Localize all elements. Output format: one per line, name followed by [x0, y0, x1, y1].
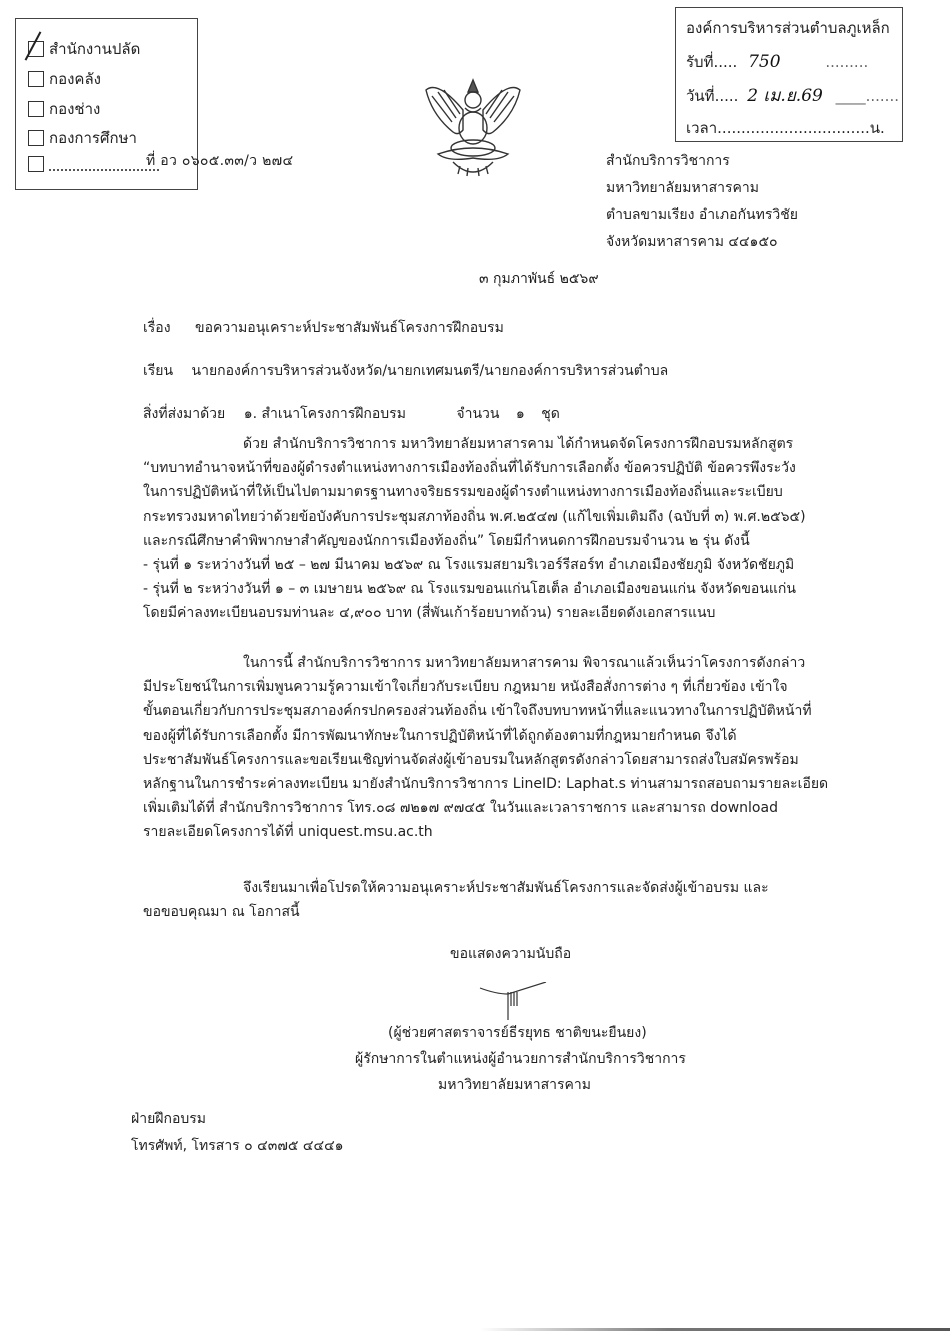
routing-item-label: กองการศึกษา	[49, 129, 137, 147]
checkbox-icon	[28, 130, 44, 146]
subject-text: ขอความอนุเคราะห์ประชาสัมพันธ์โครงการฝึกอบรม	[195, 320, 504, 336]
routing-item-label: สำนักงานปลัด	[49, 40, 141, 58]
recipient-row	[143, 360, 668, 382]
para-line: หลักฐานในการชำระค่าลงทะเบียน มายังสำนักบริการวิชาการ LineID: Laphat.s ท่านสามารถสอบถามรายละเอียด	[143, 776, 829, 793]
signatory-organization: มหาวิทยาลัยมหาสารคาม	[438, 1077, 591, 1093]
receipt-date-handwritten: 2 เม.ย.69	[747, 86, 823, 106]
footer-department: ฝ่ายฝึกอบรม	[131, 1111, 206, 1127]
routing-item-office	[28, 37, 140, 61]
para-line: ประชาสัมพันธ์โครงการและขอเรียนเชิญท่านจัดส่งผู้เข้าอบรมในหลักสูตรดังกล่าวโดยสามารถส่งใบสมัครพร้อม	[143, 751, 799, 768]
para-line: จึงเรียนมาเพื่อโปรดให้ความอนุเคราะห์ประชาสัมพันธ์โครงการและจัดส่งผู้เข้าอบรม และ	[243, 880, 769, 896]
enclosure-row	[143, 403, 560, 425]
enclosure-qty-label: จำนวน	[456, 406, 500, 422]
receipt-date-row: วันที่..... 2 เม.ย.69 ____.......	[686, 86, 899, 106]
signatory-name: (ผู้ช่วยศาสตราจารย์ธีรยุทธ ชาติขนะยืนยง)	[388, 1025, 647, 1041]
para-line: กระทรวงมหาดไทยว่าด้วยข้อบังคับการประชุมสภาท้องถิ่น พ.ศ.๒๕๔๗ (แก้ไขเพิ่มเติมถึง (ฉบับที่ ๓) พ.ศ.๒๕๖๕)	[143, 508, 806, 525]
receipt-organization: องค์การบริหารส่วนตำบลภูเหล็ก	[686, 19, 890, 37]
para-line: ขั้นตอนเกี่ยวกับการประชุมสภาองค์กรปกครองส่วนท้องถิ่น เข้าใจถึงบทบาทหน้าที่และแนวทางในการปฏิบัติหน้าที่	[143, 703, 812, 720]
para-line: โดยมีค่าลงทะเบียนอบรมท่านละ ๔,๙๐๐ บาท (สี่พันเก้าร้อยบาทถ้วน) รายละเอียดดังเอกสารแนบ	[143, 605, 716, 622]
receipt-number-handwritten: 750	[748, 52, 781, 72]
receipt-date-label: วันที่.....	[686, 87, 739, 105]
scan-edge-shadow	[480, 1328, 950, 1331]
para-line: ของผู้ที่ได้รับการเลือกตั้ง มีการพัฒนาทักษะในการปฏิบัติหน้าที่ได้ถูกต้องตามที่กฎหมายกำหนด จึงได้	[143, 727, 737, 744]
enclosure-qty: ๑	[515, 406, 525, 422]
subject-label: เรื่อง	[143, 320, 171, 336]
blank-dotted-line	[49, 157, 159, 171]
para-line: - รุ่นที่ ๒ ระหว่างวันที่ ๑ – ๓ เมษายน ๒๕๖๙ ณ โรงแรมขอนแก่นโฮเต็ล อำเภอเมืองขอนแก่น จังหวัดขอนแก่น	[143, 581, 796, 598]
checkbox-icon	[28, 71, 44, 87]
signatory-position: ผู้รักษาการในตำแหน่งผู้อำนวยการสำนักบริการวิชาการ	[355, 1051, 686, 1067]
checkbox-icon	[28, 156, 44, 172]
enclosure-unit: ชุด	[541, 406, 560, 422]
para-line: และกรณีศึกษาคำพิพากษาสำคัญของนักการเมืองท้องถิ่น” โดยมีกำหนดการฝึกอบรมจำนวน ๒ รุ่น ดังนี้	[143, 532, 750, 549]
checkbox-icon	[28, 101, 44, 117]
para-line: ในการปฏิบัติหน้าที่ให้เป็นไปตามมาตรฐานทางจริยธรรมของผู้ดำรงตำแหน่งทางการเมืองท้องถิ่นและระเบียบ	[143, 484, 783, 501]
routing-item-label: กองช่าง	[49, 100, 101, 118]
sender-line-2: มหาวิทยาลัยมหาสารคาม	[606, 180, 759, 196]
document-number: ที่ อว ๐๖๐๕.๓๓/ว ๒๗๔	[146, 153, 294, 169]
sender-line-4: จังหวัดมหาสารคาม ๔๔๑๕๐	[606, 234, 778, 250]
routing-item-finance	[28, 67, 101, 91]
footer-contact: โทรศัพท์, โทรสาร ๐ ๔๓๗๕ ๔๔๔๑	[131, 1138, 344, 1154]
body-paragraph-2	[143, 651, 829, 845]
receipt-time-row: เวลา................................น.	[686, 119, 885, 137]
para-line: มีประโยชน์ในการเพิ่มพูนความรู้ความเข้าใจเกี่ยวกับระเบียบ กฎหมาย หนังสือสั่งการต่าง ๆ ที่เกี่ยวข้อง เข้าใจ	[143, 679, 788, 696]
receipt-number-row: รับที่..... 750 .........	[686, 52, 869, 72]
para-line: เพิ่มเติมได้ที่ สำนักบริการวิชาการ โทร.๐๘ ๗๒๑๗ ๙๗๔๕ ในวันและเวลาราชการ และสามารถ download	[143, 800, 778, 817]
para-line: ในการนี้ สำนักบริการวิชาการ มหาวิทยาลัยมหาสารคาม พิจารณาแล้วเห็นว่าโครงการดังกล่าว	[243, 655, 806, 671]
routing-item-education	[28, 126, 137, 150]
receipt-stamp	[675, 7, 903, 142]
garuda-emblem-icon	[418, 70, 528, 182]
para-line: ขอขอบคุณมา ณ โอกาสนี้	[143, 904, 300, 921]
closing-salutation: ขอแสดงความนับถือ	[450, 946, 572, 962]
routing-item-label: กองคลัง	[49, 70, 101, 88]
sender-line-3: ตำบลขามเรียง อำเภอกันทรวิชัย	[606, 207, 798, 223]
para-line: “บทบาทอำนาจหน้าที่ของผู้ดำรงตำแหน่งทางการเมืองท้องถิ่นที่ได้รับการเลือกตั้ง ข้อควรปฏิบัติ ข้อควรพึงระวัง	[143, 460, 796, 477]
enclosure-item: ๑. สำเนาโครงการฝึกอบรม	[243, 406, 406, 422]
recipient-text: นายกองค์การบริหารส่วนจังหวัด/นายกเทศมนตรี/นายกองค์การบริหารส่วนตำบล	[191, 363, 669, 379]
routing-item-engineering	[28, 97, 100, 121]
receipt-number-label: รับที่.....	[686, 53, 738, 71]
para-line: รายละเอียดโครงการได้ที่ uniquest.msu.ac.th	[143, 824, 433, 841]
recipient-label: เรียน	[143, 363, 174, 379]
checkbox-checked-icon	[28, 41, 44, 57]
para-line: - รุ่นที่ ๑ ระหว่างวันที่ ๒๕ – ๒๗ มีนาคม ๒๕๖๙ ณ โรงแรมสยามริเวอร์รีสอร์ท อำเภอเมืองชัยภูมิ จังหวัดชัยภูมิ	[143, 557, 795, 574]
subject-row	[143, 317, 504, 339]
body-paragraph-3	[143, 876, 813, 924]
enclosure-label: สิ่งที่ส่งมาด้วย	[143, 406, 226, 422]
routing-item-other	[28, 156, 159, 172]
body-paragraph-1	[143, 432, 813, 626]
sender-line-1: สำนักบริการวิชาการ	[606, 153, 730, 169]
signature-icon	[478, 982, 548, 1022]
letter-date: ๓ กุมภาพันธ์ ๒๕๖๙	[479, 271, 599, 287]
para-line: ด้วย สำนักบริการวิชาการ มหาวิทยาลัยมหาสารคาม ได้กำหนดจัดโครงการฝึกอบรมหลักสูตร	[243, 436, 794, 452]
